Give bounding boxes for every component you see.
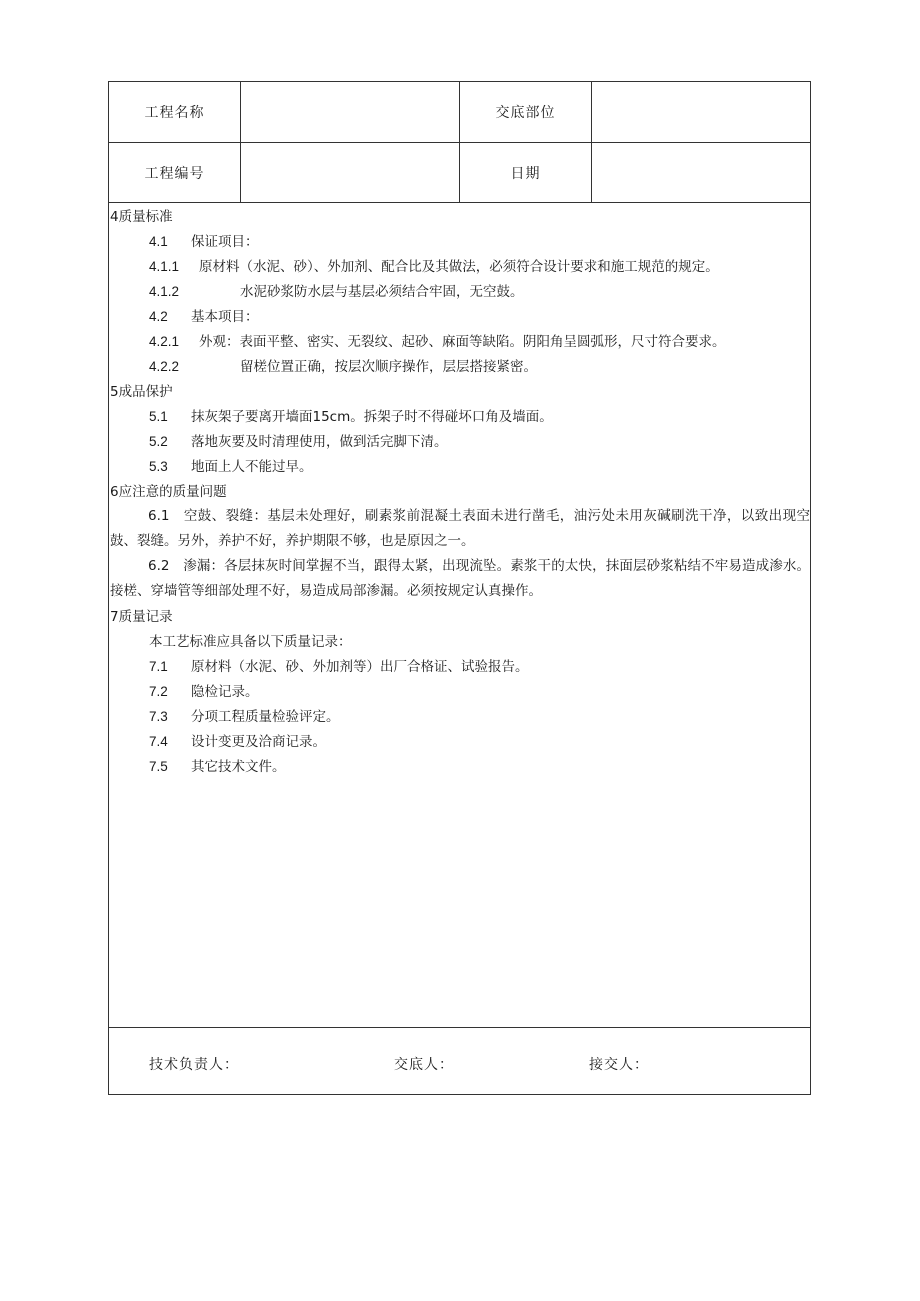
item-7-5-text: 其它技术文件。 (191, 759, 286, 775)
project-no-value (241, 143, 460, 202)
received-by-label: 接交人： (589, 1057, 649, 1073)
item-4-1-2-text: 水泥砂浆防水层与基层必须结合牢固，无空鼓。 (240, 284, 524, 300)
section-4-title: 4质量标准 (110, 209, 173, 225)
item-5-2-num: 5.2 (149, 434, 168, 449)
handover-form (108, 81, 811, 1095)
item-5-1-num: 5.1 (149, 409, 168, 424)
item-7-1-text: 原材料（水泥、砂、外加剂等）出厂合格证、试验报告。 (191, 659, 529, 675)
item-4-1-1-num: 4.1.1 (149, 259, 180, 274)
item-7-2-text: 隐检记录。 (191, 684, 259, 700)
item-4-2-1-num: 4.2.1 (149, 334, 180, 349)
item-4-1-1-text: 原材料（水泥、砂）、外加剂、配合比及其做法，必须符合设计要求和施工规范的规定。 (199, 259, 719, 275)
content-area (109, 203, 810, 1028)
item-5-1-text: 抹灰架子要离开墙面15cm。拆架子时不得碰坏口角及墙面。 (191, 409, 553, 425)
item-6-1-paragraph: 6.1 空鼓、裂缝：基层未处理好，刷素浆前混凝土表面未进行凿毛，油污处未用灰碱刷洗干净，以致出现空鼓、裂缝。另外，养护不好，养护期限不够，也是原因之一。 (110, 508, 810, 549)
project-no-label: 工程编号 (109, 143, 241, 202)
tech-lead-label: 技术负责人： (149, 1057, 239, 1073)
item-5-2-text: 落地灰要及时清理使用，做到活完脚下清。 (191, 434, 448, 450)
item-5-3-num: 5.3 (149, 459, 168, 474)
item-7-1-num: 7.1 (149, 659, 168, 674)
item-4-1-2-num: 4.1.2 (149, 284, 180, 299)
header-row-1 (109, 82, 810, 143)
date-value (592, 143, 810, 202)
item-4-2-2-text: 留槎位置正确，按层次顺序操作，层层搭接紧密。 (240, 359, 537, 375)
project-name-label: 工程名称 (109, 82, 241, 142)
item-4-2-2-num: 4.2.2 (149, 359, 180, 374)
handover-by-label: 交底人： (394, 1057, 454, 1073)
header-row-2 (109, 143, 810, 203)
item-7-5-num: 7.5 (149, 759, 168, 774)
handover-part-label: 交底部位 (460, 82, 592, 142)
item-4-2-text: 基本项目： (191, 309, 259, 325)
item-4-1-num: 4.1 (149, 234, 168, 249)
item-7-3-text: 分项工程质量检验评定。 (191, 709, 340, 725)
item-6-2-paragraph: 6.2 渗漏：各层抹灰时间掌握不当，跟得太紧，出现流坠。素浆干的太快，抹面层砂浆粘结不牢易造成渗水。接槎、穿墙管等细部处理不好，易造成局部渗漏。必须按规定认真操作。 (110, 558, 810, 599)
section-7-intro: 本工艺标准应具备以下质量记录： (149, 634, 352, 650)
signature-row (109, 1028, 810, 1094)
item-7-2-num: 7.2 (149, 684, 168, 699)
project-name-value (241, 82, 460, 142)
item-4-2-1-text: 外观：表面平整、密实、无裂纹、起砂、麻面等缺陷。阴阳角呈圆弧形，尺寸符合要求。 (199, 334, 726, 350)
date-label: 日期 (460, 143, 592, 202)
item-4-2-num: 4.2 (149, 309, 168, 324)
item-4-1-text: 保证项目： (191, 234, 259, 250)
section-7-title: 7质量记录 (110, 609, 173, 625)
section-6-title: 6应注意的质量问题 (110, 484, 227, 500)
handover-part-value (592, 82, 810, 142)
section-5-title: 5成品保护 (110, 384, 173, 400)
item-7-4-num: 7.4 (149, 734, 168, 749)
item-5-3-text: 地面上人不能过早。 (191, 459, 313, 475)
item-7-3-num: 7.3 (149, 709, 168, 724)
item-7-4-text: 设计变更及洽商记录。 (191, 734, 326, 750)
